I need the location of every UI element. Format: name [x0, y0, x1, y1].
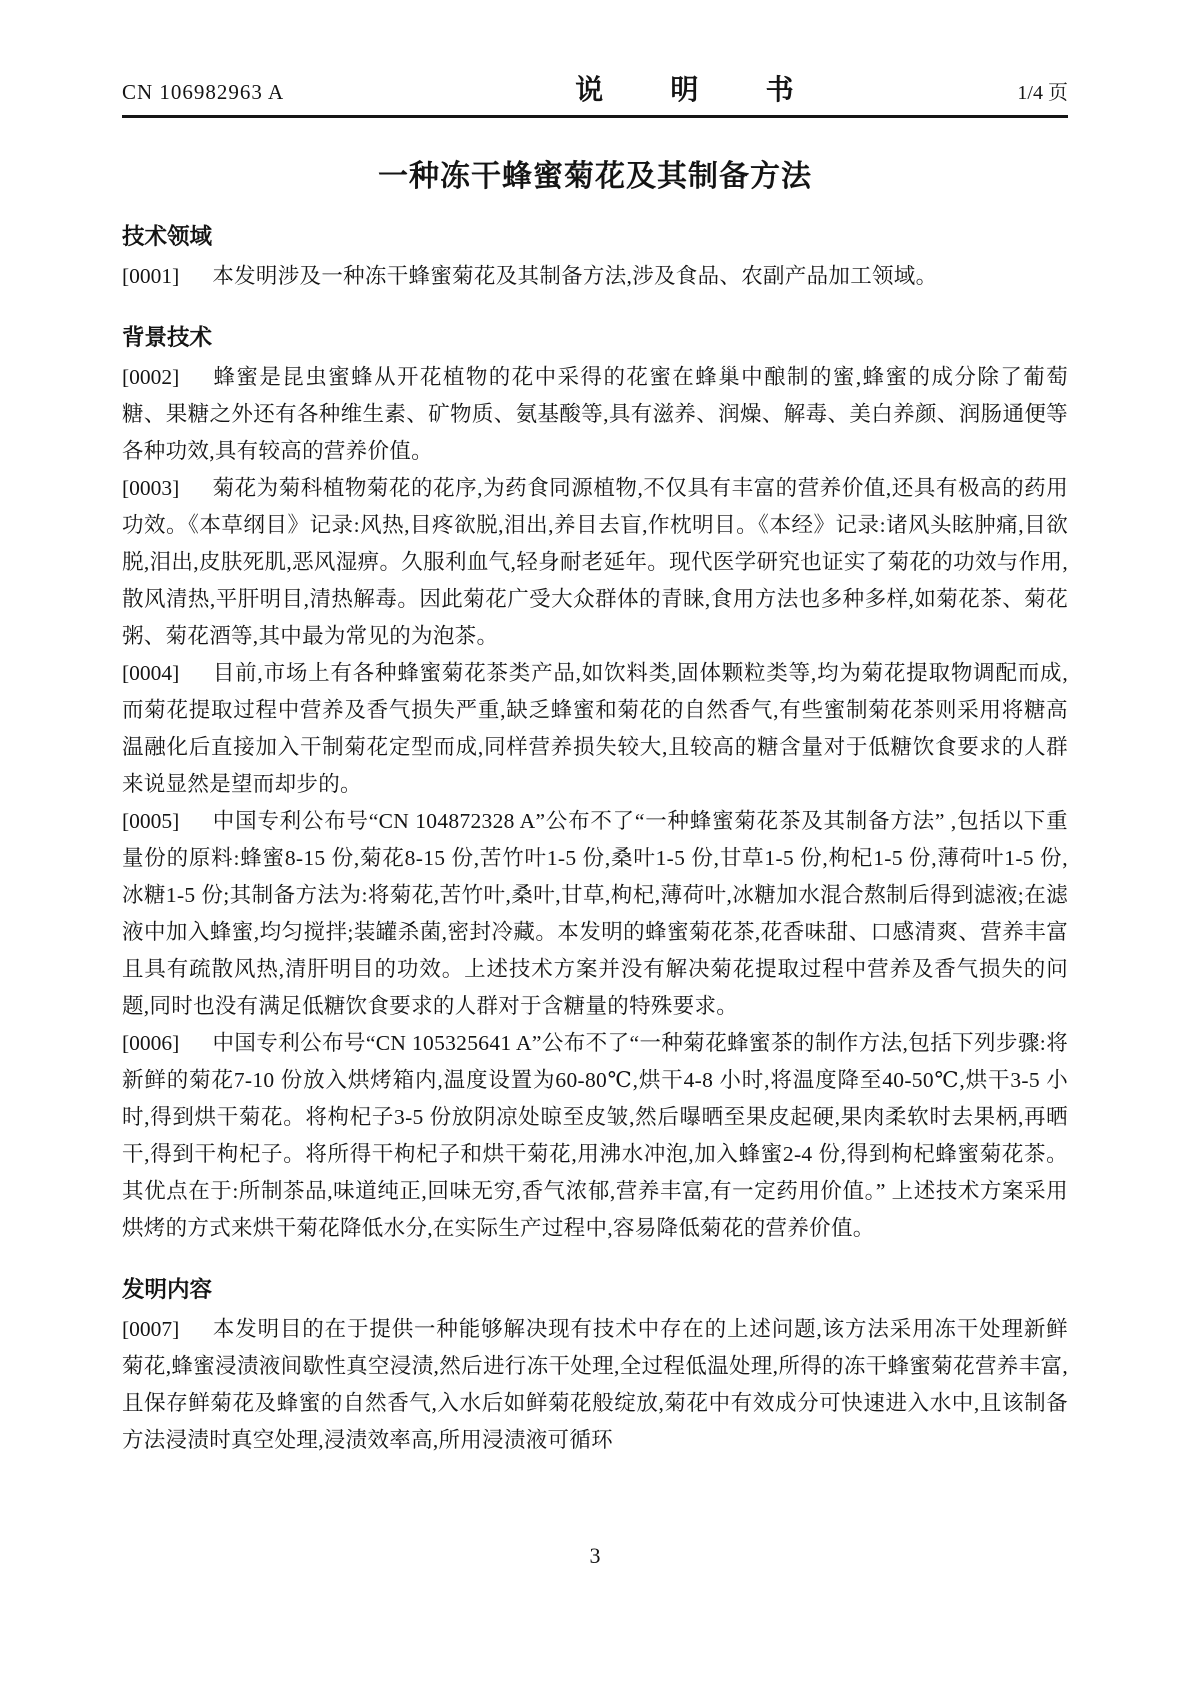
invention-title: 一种冻干蜂蜜菊花及其制备方法 — [378, 160, 812, 193]
paragraph-number: [0001] — [122, 264, 180, 288]
section-summary-of-invention — [122, 1275, 1068, 1459]
paragraph-number: [0007] — [122, 1317, 180, 1341]
paragraph-text: 本发明目的在于提供一种能够解决现有技术中存在的上述问题,该方法采用冻干处理新鲜菊花,蜂蜜浸渍液间歇性真空浸渍,然后进行冻干处理,全过程低温处理,所得的冻干蜂蜜菊花营养丰富,且保存鲜菊花及蜂蜜的自然香气,入水后如鲜菊花般绽放,菊花中有效成分可快速进入水中,且该制备方法浸渍时真空处理,浸渍效率高,所用浸渍液可循环 — [122, 1317, 1068, 1452]
document-type-title: 说明书 — [575, 74, 861, 105]
paragraph-number: [0003] — [122, 476, 180, 500]
paragraph-number: [0002] — [122, 365, 180, 389]
section-heading: 发明内容 — [122, 1277, 213, 1302]
paragraph-number: [0006] — [122, 1031, 180, 1055]
publication-number: CN 106982963 A — [122, 80, 285, 104]
paragraph — [122, 359, 1068, 470]
section-background-art — [122, 323, 1068, 1247]
page-number: 3 — [589, 1543, 601, 1568]
paragraph-text: 目前,市场上有各种蜂蜜菊花茶类产品,如饮料类,固体颗粒类等,均为菊花提取物调配而成,而菊花提取过程中营养及香气损失严重,缺乏蜂蜜和菊花的自然香气,有些蜜制菊花茶则采用将糖高温融化后直接加入干制菊花定型而成,同样营养损失较大,且较高的糖含量对于低糖饮食要求的人群来说显然是望而却步的。 — [122, 661, 1068, 796]
paragraph-number: [0004] — [122, 661, 180, 685]
paragraph-text: 中国专利公布号“CN 105325641 A”公布不了“一种菊花蜂蜜茶的制作方法,包括下列步骤:将新鲜的菊花7-10 份放入烘烤箱内,温度设置为60-80℃,烘干4-8 小时,将温度降至40-50℃,烘干3-5 小时,得到烘干菊花。将枸杞子3-5 份放阴凉处晾至皮皱,然后曝晒至果皮起硬,果肉柔软时去果柄,再晒干,得到干枸杞子。将所得干枸杞子和烘干菊花,用沸水冲泡,加入蜂蜜2-4 份,得到枸杞蜂蜜菊花茶。其优点在于:所制茶品,味道纯正,回味无穷,香气浓郁,营养丰富,有一定药用价值。” 上述技术方案采用烘烤的方式来烘干菊花降低水分,在实际生产过程中,容易降低菊花的营养价值。 — [122, 1031, 1068, 1240]
paragraph — [122, 1025, 1068, 1247]
paragraph — [122, 803, 1068, 1025]
paragraph-number: [0005] — [122, 809, 180, 833]
paragraph — [122, 470, 1068, 655]
section-technical-field — [122, 222, 1068, 295]
sheet-page-indicator: 1/4 页 — [1017, 82, 1068, 104]
paragraph-text: 中国专利公布号“CN 104872328 A”公布不了“一种蜂蜜菊花茶及其制备方法” ,包括以下重量份的原料:蜂蜜8-15 份,菊花8-15 份,苦竹叶1-5 份,桑叶1-5 份,甘草1-5 份,枸杞1-5 份,薄荷叶1-5 份,冰糖1-5 份;其制备方法为:将菊花,苦竹叶,桑叶,甘草,枸杞,薄荷叶,冰糖加水混合熬制后得到滤液;在滤液中加入蜂蜜,均匀搅拌;装罐杀菌,密封冷藏。本发明的蜂蜜菊花茶,花香味甜、口感清爽、营养丰富且具有疏散风热,清肝明目的功效。上述技术方案并没有解决菊花提取过程中营养及香气损失的问题,同时也没有满足低糖饮食要求的人群对于含糖量的特殊要求。 — [122, 809, 1068, 1018]
paragraph-text: 蜂蜜是昆虫蜜蜂从开花植物的花中采得的花蜜在蜂巢中酿制的蜜,蜂蜜的成分除了葡萄糖、果糖之外还有各种维生素、矿物质、氨基酸等,具有滋养、润燥、解毒、美白养颜、润肠通便等各种功效,具有较高的营养价值。 — [122, 365, 1068, 463]
paragraph — [122, 655, 1068, 803]
paragraph — [122, 1311, 1068, 1459]
paragraph — [122, 258, 1068, 295]
page-footer — [0, 1543, 1190, 1569]
paragraph-text: 本发明涉及一种冻干蜂蜜菊花及其制备方法,涉及食品、农副产品加工领域。 — [212, 264, 938, 288]
section-heading: 技术领域 — [122, 224, 213, 249]
section-heading: 背景技术 — [122, 325, 213, 350]
paragraph-text: 菊花为菊科植物菊花的花序,为药食同源植物,不仅具有丰富的营养价值,还具有极高的药用功效。《本草纲目》记录:风热,目疼欲脱,泪出,养目去盲,作枕明目。《本经》记录:诸风头眩肿痛,目欲脱,泪出,皮肤死肌,恶风湿痹。久服利血气,轻身耐老延年。现代医学研究也证实了菊花的功效与作用,散风清热,平肝明目,清热解毒。因此菊花广受大众群体的青睐,食用方法也多种多样,如菊花茶、菊花粥、菊花酒等,其中最为常见的为泡茶。 — [122, 476, 1068, 648]
document-header — [122, 68, 1068, 118]
